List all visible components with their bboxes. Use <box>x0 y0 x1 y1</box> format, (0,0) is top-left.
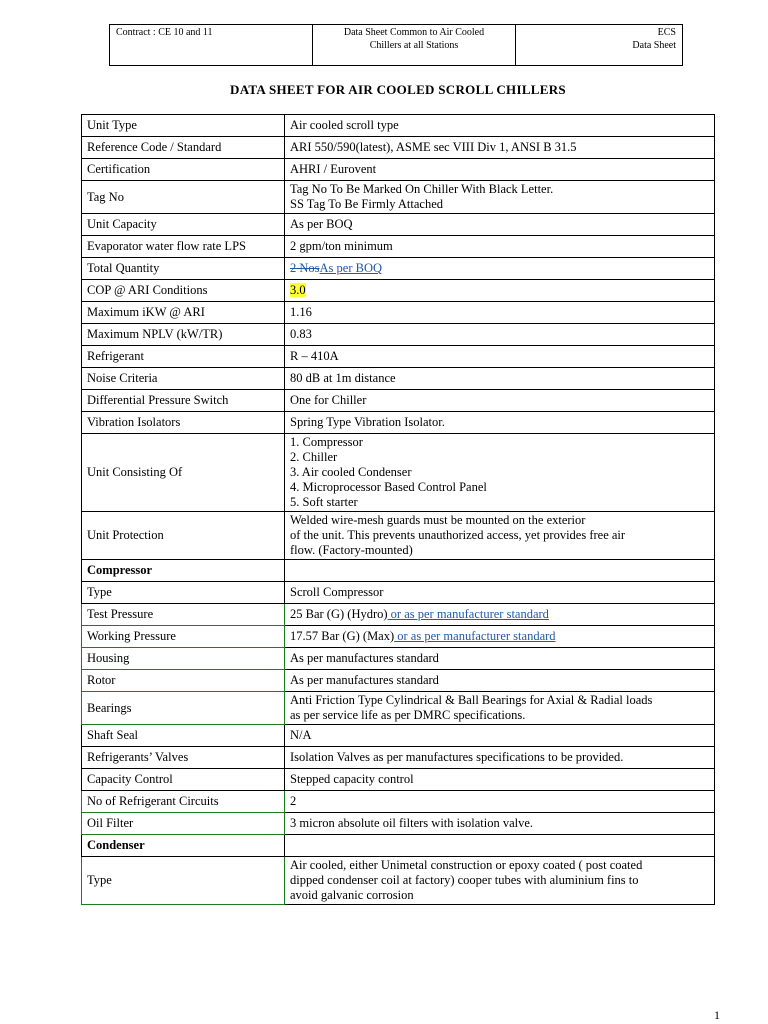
list-item: 5. Soft starter <box>290 495 358 509</box>
row-value: Welded wire-mesh guards must be mounted on the exterior of the unit. This prevents unauthorized access, yet provides free air flow. (Factory-mounted) <box>285 512 715 560</box>
inserted-text: or as per manufacturer standard <box>394 629 556 643</box>
table-row <box>82 390 715 412</box>
table-row <box>82 512 715 560</box>
table-row <box>82 280 715 302</box>
row-value: N/A <box>285 725 715 747</box>
list-item: 3. Air cooled Condenser <box>290 465 412 479</box>
row-key: Evaporator water flow rate LPS <box>82 236 285 258</box>
inserted-text: As per BOQ <box>319 261 383 275</box>
row-value: AHRI / Eurovent <box>285 159 715 181</box>
document-description-cell: Data Sheet Common to Air Cooled Chillers at all Stations <box>313 25 516 66</box>
contract-cell: Contract : CE 10 and 11 <box>110 25 313 66</box>
row-value: Isolation Valves as per manufactures specifications to be provided. <box>285 747 715 769</box>
row-value: 80 dB at 1m distance <box>285 368 715 390</box>
deleted-text: 2 Nos <box>290 261 320 275</box>
row-key: Maximum iKW @ ARI <box>82 302 285 324</box>
row-value: Anti Friction Type Cylindrical & Ball Bearings for Axial & Radial loads as per service life as per DMRC specifications. <box>285 692 715 725</box>
row-key: Rotor <box>82 670 285 692</box>
table-row <box>82 137 715 159</box>
table-row <box>82 791 715 813</box>
department-cell: ECS Data Sheet <box>516 25 683 66</box>
row-value: R – 410A <box>285 346 715 368</box>
row-value: As per manufactures standard <box>285 670 715 692</box>
row-value: Air cooled scroll type <box>285 115 715 137</box>
row-key: Bearings <box>82 692 285 725</box>
row-key: Reference Code / Standard <box>82 137 285 159</box>
row-value: Stepped capacity control <box>285 769 715 791</box>
table-row <box>82 346 715 368</box>
row-value: 1.16 <box>285 302 715 324</box>
list-item: 2. Chiller <box>290 450 338 464</box>
table-row <box>82 769 715 791</box>
table-row <box>82 582 715 604</box>
row-value: As per BOQ <box>285 214 715 236</box>
table-row <box>82 813 715 835</box>
page-title: DATA SHEET FOR AIR COOLED SCROLL CHILLERS <box>230 82 566 97</box>
section-row-compressor <box>82 560 715 582</box>
row-value: As per manufactures standard <box>285 648 715 670</box>
list-item: 1. Compressor <box>290 435 363 449</box>
table-row <box>82 670 715 692</box>
row-value: 25 Bar (G) (Hydro) or as per manufacturer standard <box>285 604 715 626</box>
table-row <box>82 434 715 512</box>
row-key: COP @ ARI Conditions <box>82 280 285 302</box>
table-row <box>82 648 715 670</box>
list-item: 4. Microprocessor Based Control Panel <box>290 480 487 494</box>
row-key: Maximum NPLV (kW/TR) <box>82 324 285 346</box>
row-key: Noise Criteria <box>82 368 285 390</box>
row-value: 17.57 Bar (G) (Max) or as per manufacturer standard <box>285 626 715 648</box>
row-key: Capacity Control <box>82 769 285 791</box>
table-row <box>82 725 715 747</box>
row-key: Unit Protection <box>82 512 285 560</box>
row-key: Unit Type <box>82 115 285 137</box>
table-row <box>82 159 715 181</box>
row-key: Unit Capacity <box>82 214 285 236</box>
spec-table <box>81 114 715 905</box>
row-value: One for Chiller <box>285 390 715 412</box>
row-key: Certification <box>82 159 285 181</box>
row-value <box>285 560 715 582</box>
row-value <box>285 835 715 857</box>
row-value: 2 <box>285 791 715 813</box>
row-key: Oil Filter <box>82 813 285 835</box>
row-key: No of Refrigerant Circuits <box>82 791 285 813</box>
row-value: Scroll Compressor <box>285 582 715 604</box>
row-key: Vibration Isolators <box>82 412 285 434</box>
table-row <box>82 857 715 905</box>
table-row <box>82 302 715 324</box>
component-list <box>290 435 709 510</box>
row-value: Tag No To Be Marked On Chiller With Black Letter. SS Tag To Be Firmly Attached <box>285 181 715 214</box>
row-value: 2 gpm/ton minimum <box>285 236 715 258</box>
table-row <box>82 236 715 258</box>
section-row-condenser <box>82 835 715 857</box>
row-value <box>285 258 715 280</box>
row-value <box>285 434 715 512</box>
row-value: 0.83 <box>285 324 715 346</box>
highlighted-value: 3.0 <box>290 283 306 297</box>
table-row <box>82 214 715 236</box>
section-heading: Compressor <box>82 560 285 582</box>
page-number: 1 <box>714 1008 720 1022</box>
row-key: Unit Consisting Of <box>82 434 285 512</box>
row-key: Differential Pressure Switch <box>82 390 285 412</box>
inserted-text: or as per manufacturer standard <box>387 607 549 621</box>
row-key: Refrigerant <box>82 346 285 368</box>
table-row <box>82 626 715 648</box>
table-row <box>82 412 715 434</box>
row-key: Test Pressure <box>82 604 285 626</box>
table-row <box>82 324 715 346</box>
table-row <box>82 115 715 137</box>
row-value: Spring Type Vibration Isolator. <box>285 412 715 434</box>
section-heading: Condenser <box>82 835 285 857</box>
row-value: 3 micron absolute oil filters with isolation valve. <box>285 813 715 835</box>
row-key: Shaft Seal <box>82 725 285 747</box>
row-key: Tag No <box>82 181 285 214</box>
table-row <box>82 692 715 725</box>
table-row <box>82 747 715 769</box>
row-value <box>285 280 715 302</box>
row-key: Total Quantity <box>82 258 285 280</box>
table-row <box>82 181 715 214</box>
document-header <box>109 24 683 66</box>
table-row <box>82 604 715 626</box>
row-value: ARI 550/590(latest), ASME sec VIII Div 1, ANSI B 31.5 <box>285 137 715 159</box>
row-value: Air cooled, either Unimetal construction or epoxy coated ( post coated dipped condenser coil at factory) cooper tubes with aluminium fins to avoid galvanic corrosion <box>285 857 715 905</box>
row-key: Working Pressure <box>82 626 285 648</box>
row-key: Type <box>82 582 285 604</box>
row-key: Refrigerants’ Valves <box>82 747 285 769</box>
table-row <box>82 368 715 390</box>
row-key: Housing <box>82 648 285 670</box>
table-row <box>82 258 715 280</box>
row-key: Type <box>82 857 285 905</box>
